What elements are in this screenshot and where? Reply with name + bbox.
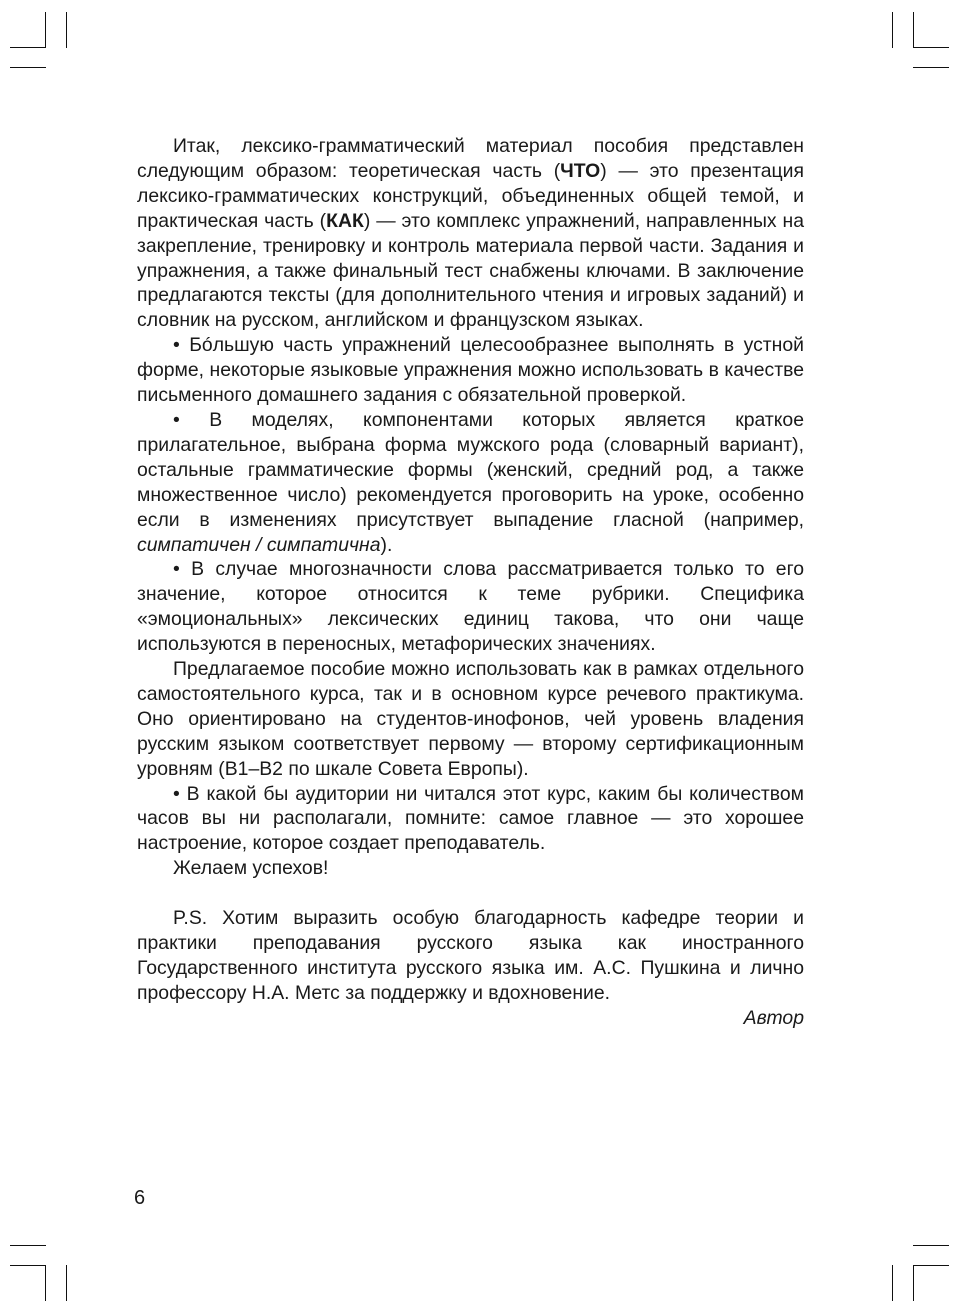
paragraph: Желаем успехов! bbox=[173, 857, 329, 880]
crop-mark bbox=[913, 67, 949, 68]
paragraph: Итак, лексико-грамматический материал пособия представлен следующим образом: теоретическая часть (ЧТО) — это презентация лексико-грамматических конструкций, объединенных общей темой, и практическая часть (КАК) — это комплекс упражнений, направленных на закрепление, тренировку и контроль материала первой части. Задания и упражнения, а также финальный тест снабжены ключами. В заключение предлагаются тексты (для дополнительного чтения и игровых заданий) и словник на русском, английском и французском языках. bbox=[137, 135, 804, 332]
paragraph: • В моделях, компонентами которых является краткое прилагательное, выбрана форма мужского рода (словарный вариант), остальные грамматические формы (женский, средний род, а также множественное число) рекомендуется проговорить на уроке, особенно если в изменениях присутствует выпадение гласной (например, симпатичен / симпатична). bbox=[137, 408, 804, 556]
crop-mark bbox=[66, 12, 67, 48]
italic-example: симпатичен / симпатична bbox=[137, 533, 381, 556]
crop-mark bbox=[45, 12, 46, 48]
body-text bbox=[137, 134, 804, 1031]
crop-mark bbox=[10, 1265, 46, 1266]
crop-mark bbox=[45, 1265, 46, 1301]
crop-mark bbox=[892, 1265, 893, 1301]
page-number: 6 bbox=[134, 1187, 146, 1209]
paragraph: • В какой бы аудитории ни читался этот курс, каким бы количеством часов вы ни располагали, помните: самое главное — это хорошее настроение, которое создает преподаватель. bbox=[137, 782, 804, 855]
crop-mark bbox=[913, 47, 949, 48]
crop-mark bbox=[10, 1245, 46, 1246]
crop-mark bbox=[913, 1245, 949, 1246]
paragraph: Предлагаемое пособие можно использовать как в рамках отдельного самостоятельного курса, так и в основном курсе речевого практикума. Оно ориентировано на студентов-инофонов, чей уровень владения русским языком соответствует первому — второму сертификационным уровням (B1–B2 по шкале Совета Европы). bbox=[137, 658, 804, 780]
crop-mark bbox=[913, 1265, 914, 1301]
paragraph: • В случае многозначности слова рассматривается только то его значение, которое относится к теме рубрики. Специфика «эмоциональных» лексических единиц такова, что они чаще используются в переносных, метафорических значениях. bbox=[137, 558, 804, 656]
postscript: P.S. Хотим выразить особую благодарность кафедре теории и практики преподавания русского языка как иностранного Государственного института русского языка им. А.С. Пушкина и лично профессору Н.А. Метс за поддержку и вдохновение. bbox=[137, 907, 804, 1004]
crop-mark bbox=[66, 1265, 67, 1301]
crop-mark bbox=[913, 1265, 949, 1266]
signature: Автор bbox=[743, 1006, 804, 1029]
crop-mark bbox=[10, 47, 46, 48]
bold-term: ЧТО bbox=[560, 159, 601, 182]
crop-mark bbox=[892, 12, 893, 48]
crop-mark bbox=[913, 12, 914, 48]
crop-mark bbox=[10, 67, 46, 68]
paragraph: • Бóльшую часть упражнений целесообразнее выполнять в устной форме, некоторые языковые упражнения можно использовать в качестве письменного домашнего задания с обязательной проверкой. bbox=[137, 334, 804, 407]
bold-term: КАК bbox=[326, 209, 364, 232]
